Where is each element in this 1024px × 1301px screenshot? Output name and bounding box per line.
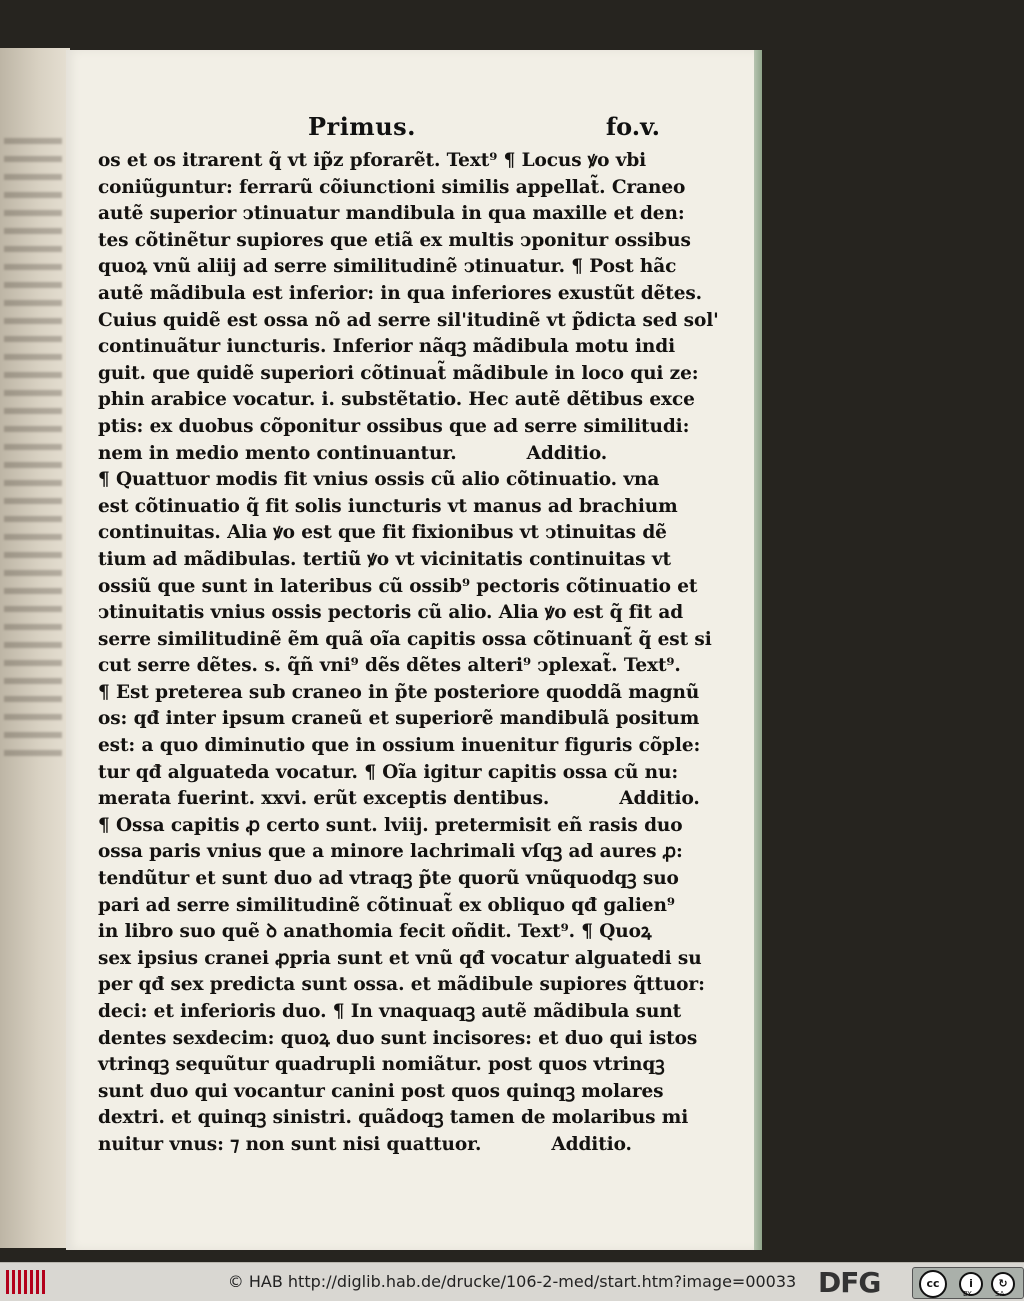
text-line <box>98 547 671 574</box>
text-line <box>98 334 676 361</box>
text-line <box>98 813 683 840</box>
additio-heading: Additio. <box>526 442 608 464</box>
line-text: ossiũ que sunt in lateribus cũ ossib⁹ pectoris cõtinuatio et <box>98 575 698 597</box>
line-text: sex ipsius cranei ꝓpria sunt et vnũ qđ vocatur alguatedi su <box>98 947 702 969</box>
text-line <box>98 308 719 335</box>
text-line <box>98 254 677 281</box>
text-line <box>98 441 658 468</box>
line-text: sunt duo qui vocantur canini post quos quinqꝫ molares <box>98 1080 664 1102</box>
text-line <box>98 414 690 441</box>
text-column <box>98 148 719 1159</box>
text-line <box>98 201 685 228</box>
page-header <box>100 112 660 152</box>
text-line <box>98 600 684 627</box>
facing-page-edge <box>0 48 70 1248</box>
text-line <box>98 706 700 733</box>
sa-label: SA <box>995 1290 1005 1298</box>
line-text: dextri. et quinqꝫ sinistri. quãdoqꝫ tamen de molaribus mi <box>98 1107 689 1129</box>
text-line <box>98 387 695 414</box>
text-line <box>98 494 678 521</box>
running-head: Primus. <box>308 112 417 141</box>
line-text: tium ad mãdibulas. tertiũ ꝟo vt vicinitatis continuitas vt <box>98 548 671 570</box>
text-line <box>98 148 658 175</box>
text-line <box>98 1079 664 1106</box>
text-line <box>98 946 702 973</box>
line-text: ptis: ex duobus cõponitur ossibus que ad serre similitudi: <box>98 415 690 437</box>
page-fore-edge <box>754 50 762 1250</box>
by-label: BY <box>963 1290 972 1298</box>
line-text: ¶ Quattuor modis fit vnius ossis cũ alio cõtinuatio. vna <box>98 469 660 491</box>
line-text: os: qđ inter ipsum craneũ et superiorẽ mandibulã positum <box>98 708 700 730</box>
copyright-credit[interactable]: © HAB http://diglib.hab.de/drucke/106-2-med/start.htm?image=00033 <box>227 1272 797 1291</box>
line-text: os et os itrarent q̃ vt ip̃z pforarẽt. Text⁹ ¶ Locus ꝟo vbi <box>98 150 647 171</box>
text-line <box>98 893 675 920</box>
folio-number: fo.v. <box>605 112 660 141</box>
sa-icon: ↻ <box>991 1272 1015 1296</box>
text-line <box>98 1132 658 1159</box>
cc-license-badge[interactable] <box>912 1267 1024 1299</box>
text-line <box>98 653 681 680</box>
text-line <box>98 520 667 547</box>
line-text: coniũguntur: ferrarũ cõiunctioni similis appellat̃. Craneo <box>98 176 686 198</box>
text-line <box>98 839 683 866</box>
text-line <box>98 786 700 813</box>
line-text: ¶ Est preterea sub craneo in p̃te posteriore quoddã magnũ <box>98 681 700 703</box>
additio-heading: Additio. <box>619 788 700 810</box>
line-text: cut serre dẽtes. s. q̃ñ vni⁹ dẽs dẽtes alteri⁹ ↄplexat̃. Text⁹. <box>98 655 681 677</box>
line-text: vtrinqꝫ sequũtur quadrupli nomiãtur. post quos vtrinqꝫ <box>98 1054 665 1076</box>
line-text: tendũtur et sunt duo ad vtraqꝫ p̃te quorũ vnũquodqꝫ suo <box>98 868 679 890</box>
line-text: autẽ superior ↄtinuatur mandibula in qua maxille et den: <box>98 203 685 225</box>
line-text: ossa paris vnius que a minore lachrimali vſqꝫ ad aures ꝓ: <box>98 841 683 863</box>
cc-icon: cc <box>919 1270 947 1298</box>
line-text: guit. que quidẽ superiori cõtinuat̃ mãdibule in loco qui ze: <box>98 362 699 384</box>
line-text: merata fuerint. xxvi. erũt exceptis dentibus. <box>98 788 550 810</box>
line-text: nem in medio mento continuantur. <box>98 442 457 464</box>
line-text: deci: et inferioris duo. ¶ In vnaquaqꝫ autẽ mãdibula sunt <box>98 1001 682 1022</box>
text-line <box>98 919 658 946</box>
text-line <box>98 760 679 787</box>
line-text: in libro suo quẽ ꝺ anathomia fecit oñdit. Text⁹. ¶ Quoꝝ <box>98 921 652 943</box>
line-text: phin arabice vocatur. i. substẽtatio. Hec autẽ dẽtibus exce <box>98 389 695 411</box>
text-line <box>98 175 686 202</box>
line-text: serre similitudinẽ ẽm quã oĩa capitis ossa cõtinuant̃ q̃ est si <box>98 628 712 650</box>
bleed-through <box>4 138 62 758</box>
text-line <box>98 866 679 893</box>
line-text: Cuius quidẽ est ossa nõ ad serre sil'itudinẽ vt p̃dicta sed sol' <box>98 309 719 331</box>
line-text: pari ad serre similitudinẽ cõtinuat̃ ex obliquo qđ galien⁹ <box>98 894 675 916</box>
line-text: continuitas. Alia ꝟo est que fit fixionibus vt ↄtinuitas dẽ <box>98 522 667 544</box>
line-text: tes cõtinẽtur supiores que etiã ex multis ↄponitur ossibus <box>98 229 691 251</box>
text-line <box>98 281 703 308</box>
by-icon: i <box>959 1272 983 1296</box>
text-line <box>98 1105 689 1132</box>
text-line <box>98 680 700 707</box>
line-text: autẽ mãdibula est inferior: in qua inferiores exustũt dẽtes. <box>98 282 703 304</box>
text-line <box>98 228 691 255</box>
dfg-logo: DFG <box>818 1266 881 1299</box>
text-line <box>98 1052 665 1079</box>
viewer-footer <box>0 1262 1024 1301</box>
line-text: per qđ sex predicta sunt ossa. et mãdibule supiores q̃ttuor: <box>98 974 705 996</box>
line-text: est cõtinuatio q̃ fit solis iuncturis vt manus ad brachium <box>98 495 678 517</box>
line-text: tur qđ alguateda vocatur. ¶ Oĩa igitur capitis ossa cũ nu: <box>98 761 679 783</box>
line-text: ↄtinuitatis vnius ossis pectoris cũ alio. Alia ꝟo est q̃ fit ad <box>98 602 684 624</box>
line-text: continuãtur iuncturis. Inferior nãqꝫ mãdibula motu indi <box>98 336 676 358</box>
additio-heading: Additio. <box>551 1133 632 1155</box>
text-line <box>98 733 701 760</box>
text-line <box>98 972 705 999</box>
line-text: quoꝝ vnũ aliĳ ad serre similitudinẽ ↄtinuatur. ¶ Post hãc <box>98 256 677 278</box>
line-text: dentes sexdecim: quoꝝ duo sunt incisores: et duo qui istos <box>98 1027 698 1049</box>
text-line <box>98 574 698 601</box>
text-line <box>98 999 682 1026</box>
line-text: est: a quo diminutio que in ossium inuenitur figuris cõple: <box>98 735 701 757</box>
text-line <box>98 627 712 654</box>
line-text: nuitur vnus: ⁊ non sunt nisi quattuor. <box>98 1133 482 1155</box>
text-line <box>98 467 658 494</box>
text-line <box>98 1026 698 1053</box>
text-line <box>98 361 699 388</box>
line-text: ¶ Ossa capitis ꝓ certo sunt. lviĳ. pretermisit eñ rasis duo <box>98 814 683 836</box>
